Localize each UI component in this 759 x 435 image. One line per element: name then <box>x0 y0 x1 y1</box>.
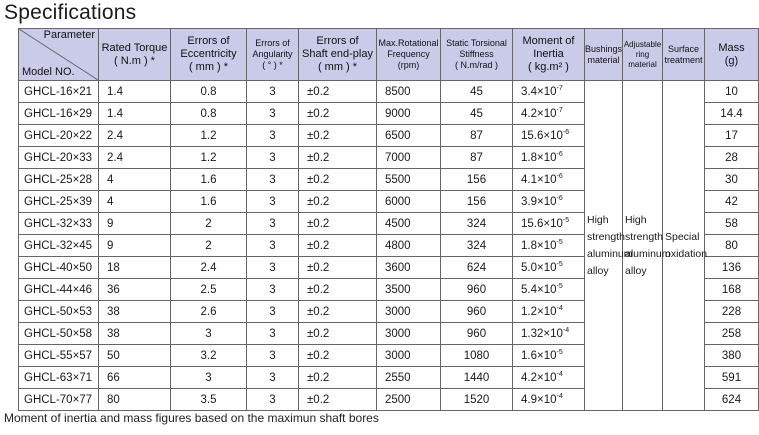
inertia-exponent: -4 <box>556 304 563 312</box>
model-cell: GHCL-25×28 <box>19 169 99 191</box>
moment-of-inertia-cell <box>513 367 585 389</box>
angularity-cell: 3 <box>247 367 299 389</box>
inertia-exponent: -4 <box>556 370 563 378</box>
model-cell: GHCL-50×53 <box>19 301 99 323</box>
eccentricity-cell: 0.8 <box>171 103 247 125</box>
angularity-cell: 3 <box>247 257 299 279</box>
inertia-base: 1.2×10 <box>521 305 557 318</box>
mass-cell: 30 <box>705 169 759 191</box>
moment-of-inertia-cell <box>513 81 585 103</box>
end-play-cell: ±0.2 <box>299 213 377 235</box>
header-model-no: Model NO. <box>22 66 75 78</box>
rated-torque-cell: 1.4 <box>99 81 171 103</box>
mass-cell: 591 <box>705 367 759 389</box>
inertia-exponent: -7 <box>556 106 563 114</box>
eccentricity-cell: 2.5 <box>171 279 247 301</box>
inertia-exponent: -5 <box>556 238 563 246</box>
moment-of-inertia-cell <box>513 169 585 191</box>
table-row <box>19 81 759 103</box>
rated-torque-cell: 4 <box>99 169 171 191</box>
rated-torque-cell: 36 <box>99 279 171 301</box>
model-cell: GHCL-16×29 <box>19 103 99 125</box>
moment-of-inertia-cell <box>513 389 585 411</box>
end-play-cell: ±0.2 <box>299 257 377 279</box>
end-play-cell: ±0.2 <box>299 235 377 257</box>
inertia-base: 4.2×10 <box>521 371 557 384</box>
end-play-cell: ±0.2 <box>299 169 377 191</box>
header-model-parameter <box>19 29 99 81</box>
torsional-stiffness-cell: 1520 <box>441 389 513 411</box>
bushings-material-cell: High strength aluminum alloy <box>585 81 623 411</box>
rated-torque-cell: 18 <box>99 257 171 279</box>
max-frequency-cell: 5500 <box>377 169 441 191</box>
header-angularity: Errors of Angularity ( ° ) * <box>247 29 299 81</box>
header-mass: Mass (g) <box>705 29 759 81</box>
model-cell: GHCL-25×39 <box>19 191 99 213</box>
torsional-stiffness-cell: 1080 <box>441 345 513 367</box>
header-torsional-stiffness: Static Torsional Stiffness ( N.m/rad ) <box>441 29 513 81</box>
inertia-exponent: -5 <box>556 260 563 268</box>
inertia-base: 4.1×10 <box>521 173 557 186</box>
mass-cell: 80 <box>705 235 759 257</box>
inertia-exponent: -6 <box>556 172 563 180</box>
model-cell: GHCL-55×57 <box>19 345 99 367</box>
model-cell: GHCL-32×33 <box>19 213 99 235</box>
mass-cell: 58 <box>705 213 759 235</box>
torsional-stiffness-cell: 324 <box>441 235 513 257</box>
inertia-base: 15.6×10 <box>521 129 563 142</box>
moment-of-inertia-cell <box>513 345 585 367</box>
end-play-cell: ±0.2 <box>299 103 377 125</box>
torsional-stiffness-cell: 87 <box>441 147 513 169</box>
torsional-stiffness-cell: 324 <box>441 213 513 235</box>
inertia-base: 4.9×10 <box>521 393 557 406</box>
max-frequency-cell: 3000 <box>377 323 441 345</box>
rated-torque-cell: 2.4 <box>99 147 171 169</box>
torsional-stiffness-cell: 960 <box>441 323 513 345</box>
eccentricity-cell: 3 <box>171 323 247 345</box>
footnote: Moment of inertia and mass figures based on the maximun shaft bores <box>4 411 379 425</box>
torsional-stiffness-cell: 624 <box>441 257 513 279</box>
angularity-cell: 3 <box>247 191 299 213</box>
angularity-cell: 3 <box>247 125 299 147</box>
end-play-cell: ±0.2 <box>299 367 377 389</box>
torsional-stiffness-cell: 960 <box>441 279 513 301</box>
rated-torque-cell: 9 <box>99 213 171 235</box>
eccentricity-cell: 3.5 <box>171 389 247 411</box>
moment-of-inertia-cell <box>513 125 585 147</box>
max-frequency-cell: 3000 <box>377 345 441 367</box>
mass-cell: 10 <box>705 81 759 103</box>
model-cell: GHCL-20×22 <box>19 125 99 147</box>
end-play-cell: ±0.2 <box>299 147 377 169</box>
inertia-exponent: -6 <box>556 150 563 158</box>
moment-of-inertia-cell <box>513 213 585 235</box>
end-play-cell: ±0.2 <box>299 301 377 323</box>
torsional-stiffness-cell: 1440 <box>441 367 513 389</box>
moment-of-inertia-cell <box>513 191 585 213</box>
end-play-cell: ±0.2 <box>299 279 377 301</box>
inertia-exponent: -5 <box>556 282 563 290</box>
header-bushings-material: Bushings material <box>585 29 623 81</box>
page-title: Specifications <box>4 1 137 24</box>
header-ring-material: Adjustable ring material <box>623 29 663 81</box>
inertia-base: 1.6×10 <box>521 349 557 362</box>
header-surface-treatment: Surface treatment <box>663 29 705 81</box>
mass-cell: 258 <box>705 323 759 345</box>
surface-treatment-cell: Special oxidation <box>663 81 705 411</box>
max-frequency-cell: 3000 <box>377 301 441 323</box>
eccentricity-cell: 0.8 <box>171 81 247 103</box>
rated-torque-cell: 50 <box>99 345 171 367</box>
model-cell: GHCL-50×58 <box>19 323 99 345</box>
inertia-base: 5.0×10 <box>521 261 557 274</box>
rated-torque-cell: 38 <box>99 301 171 323</box>
max-frequency-cell: 7000 <box>377 147 441 169</box>
inertia-base: 15.6×10 <box>521 217 563 230</box>
eccentricity-cell: 2 <box>171 213 247 235</box>
end-play-cell: ±0.2 <box>299 323 377 345</box>
max-frequency-cell: 4800 <box>377 235 441 257</box>
header-shaft-end-play: Errors of Shaft end-play ( mm ) * <box>299 29 377 81</box>
inertia-exponent: -4 <box>562 326 570 334</box>
eccentricity-cell: 1.6 <box>171 169 247 191</box>
header-moment-of-inertia: Moment of Inertia ( kg.m² ) <box>513 29 585 81</box>
eccentricity-cell: 1.2 <box>171 125 247 147</box>
mass-cell: 624 <box>705 389 759 411</box>
max-frequency-cell: 3600 <box>377 257 441 279</box>
model-cell: GHCL-70×77 <box>19 389 99 411</box>
angularity-cell: 3 <box>247 301 299 323</box>
header-row <box>19 29 759 81</box>
header-eccentricity: Errors of Eccentricity ( mm ) * <box>171 29 247 81</box>
eccentricity-cell: 3 <box>171 367 247 389</box>
end-play-cell: ±0.2 <box>299 125 377 147</box>
eccentricity-cell: 3.2 <box>171 345 247 367</box>
angularity-cell: 3 <box>247 345 299 367</box>
moment-of-inertia-cell <box>513 301 585 323</box>
angularity-cell: 3 <box>247 323 299 345</box>
eccentricity-cell: 1.6 <box>171 191 247 213</box>
mass-cell: 228 <box>705 301 759 323</box>
moment-of-inertia-cell <box>513 257 585 279</box>
angularity-cell: 3 <box>247 81 299 103</box>
angularity-cell: 3 <box>247 147 299 169</box>
mass-cell: 14.4 <box>705 103 759 125</box>
inertia-base: 5.4×10 <box>521 283 557 296</box>
max-frequency-cell: 2500 <box>377 389 441 411</box>
model-cell: GHCL-32×45 <box>19 235 99 257</box>
header-parameter: Parameter <box>43 29 95 41</box>
torsional-stiffness-cell: 156 <box>441 191 513 213</box>
header-rated-torque: Rated Torque ( N.m ) * <box>99 29 171 81</box>
moment-of-inertia-cell <box>513 323 585 345</box>
inertia-base: 1.8×10 <box>521 239 557 252</box>
moment-of-inertia-cell <box>513 103 585 125</box>
mass-cell: 17 <box>705 125 759 147</box>
table-body <box>19 81 759 411</box>
angularity-cell: 3 <box>247 213 299 235</box>
rated-torque-cell: 2.4 <box>99 125 171 147</box>
rated-torque-cell: 38 <box>99 323 171 345</box>
mass-cell: 42 <box>705 191 759 213</box>
moment-of-inertia-cell <box>513 147 585 169</box>
torsional-stiffness-cell: 45 <box>441 103 513 125</box>
mass-cell: 168 <box>705 279 759 301</box>
model-cell: GHCL-63×71 <box>19 367 99 389</box>
torsional-stiffness-cell: 45 <box>441 81 513 103</box>
eccentricity-cell: 1.2 <box>171 147 247 169</box>
torsional-stiffness-cell: 156 <box>441 169 513 191</box>
end-play-cell: ±0.2 <box>299 191 377 213</box>
inertia-exponent: -5 <box>556 348 563 356</box>
end-play-cell: ±0.2 <box>299 389 377 411</box>
model-cell: GHCL-44×46 <box>19 279 99 301</box>
end-play-cell: ±0.2 <box>299 81 377 103</box>
angularity-cell: 3 <box>247 389 299 411</box>
max-frequency-cell: 8500 <box>377 81 441 103</box>
max-frequency-cell: 6000 <box>377 191 441 213</box>
inertia-exponent: -6 <box>562 128 570 136</box>
inertia-base: 1.8×10 <box>521 151 557 164</box>
torsional-stiffness-cell: 87 <box>441 125 513 147</box>
angularity-cell: 3 <box>247 279 299 301</box>
eccentricity-cell: 2 <box>171 235 247 257</box>
ring-material-cell: High strength aluminum alloy <box>623 81 663 411</box>
inertia-base: 3.4×10 <box>521 85 557 98</box>
inertia-exponent: -6 <box>556 194 563 202</box>
angularity-cell: 3 <box>247 103 299 125</box>
inertia-base: 3.9×10 <box>521 195 557 208</box>
inertia-exponent: -7 <box>556 84 563 92</box>
mass-cell: 136 <box>705 257 759 279</box>
max-frequency-cell: 6500 <box>377 125 441 147</box>
max-frequency-cell: 2550 <box>377 367 441 389</box>
angularity-cell: 3 <box>247 169 299 191</box>
end-play-cell: ±0.2 <box>299 345 377 367</box>
model-cell: GHCL-40×50 <box>19 257 99 279</box>
rated-torque-cell: 9 <box>99 235 171 257</box>
rated-torque-cell: 4 <box>99 191 171 213</box>
inertia-exponent: -5 <box>562 216 570 224</box>
mass-cell: 380 <box>705 345 759 367</box>
max-frequency-cell: 9000 <box>377 103 441 125</box>
rated-torque-cell: 1.4 <box>99 103 171 125</box>
eccentricity-cell: 2.4 <box>171 257 247 279</box>
inertia-exponent: -4 <box>556 392 563 400</box>
specifications-table <box>18 28 759 411</box>
model-cell: GHCL-20×33 <box>19 147 99 169</box>
angularity-cell: 3 <box>247 235 299 257</box>
moment-of-inertia-cell <box>513 279 585 301</box>
torsional-stiffness-cell: 960 <box>441 301 513 323</box>
header-max-rotational-frequency: Max.Rotational Frequency (rpm) <box>377 29 441 81</box>
model-cell: GHCL-16×21 <box>19 81 99 103</box>
inertia-base: 1.32×10 <box>521 327 563 340</box>
rated-torque-cell: 80 <box>99 389 171 411</box>
moment-of-inertia-cell <box>513 235 585 257</box>
rated-torque-cell: 66 <box>99 367 171 389</box>
eccentricity-cell: 2.6 <box>171 301 247 323</box>
max-frequency-cell: 4500 <box>377 213 441 235</box>
max-frequency-cell: 3500 <box>377 279 441 301</box>
mass-cell: 28 <box>705 147 759 169</box>
inertia-base: 4.2×10 <box>521 107 557 120</box>
